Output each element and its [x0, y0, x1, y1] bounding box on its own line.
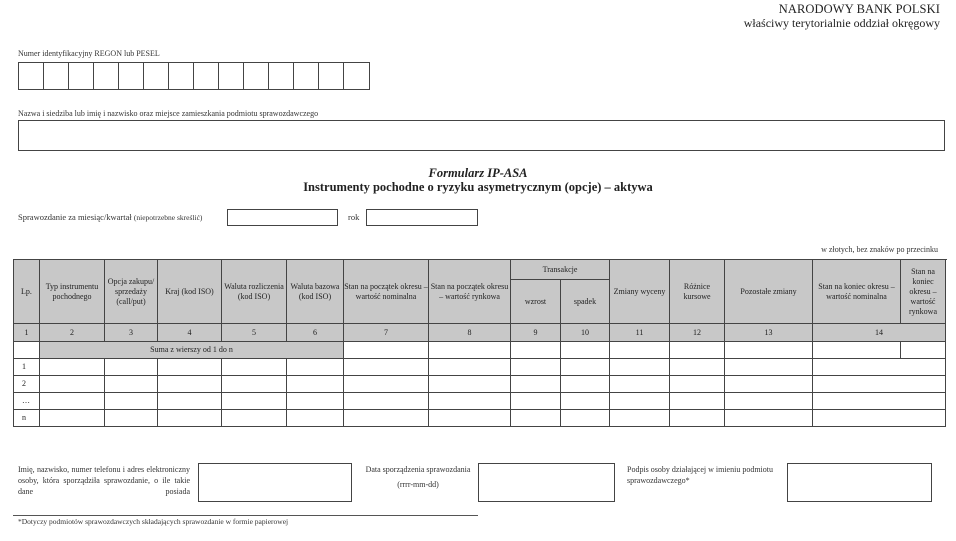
date-label-wrap: [362, 464, 474, 490]
regon-digit-cell[interactable]: [294, 63, 319, 89]
period-label-wrap: [18, 212, 202, 222]
column-numbers-row: [14, 324, 946, 342]
contact-label: Imię, nazwisko, numer telefonu i adres elektroniczny osoby, która sporządziła sprawozdanie, o ile takie dane posiada: [18, 465, 190, 496]
table-cell[interactable]: [725, 359, 813, 376]
regon-digit-cell[interactable]: [269, 63, 294, 89]
regon-digit-cell[interactable]: [19, 63, 44, 89]
table-cell[interactable]: [561, 342, 610, 359]
period-month-field[interactable]: [227, 209, 338, 226]
regon-digit-cell[interactable]: [144, 63, 169, 89]
table-cell[interactable]: [725, 393, 813, 410]
table-cell[interactable]: [429, 393, 511, 410]
regon-digit-cell[interactable]: [219, 63, 244, 89]
table-row: [14, 359, 946, 376]
table-cell[interactable]: [511, 376, 561, 393]
table-cell[interactable]: [40, 359, 105, 376]
column-number: 5: [222, 324, 287, 342]
table-cell[interactable]: [511, 359, 561, 376]
table-cell[interactable]: [222, 359, 287, 376]
table-cell[interactable]: [222, 393, 287, 410]
table-cell[interactable]: [429, 342, 511, 359]
table-cell[interactable]: [105, 410, 158, 427]
table-row: [14, 393, 946, 410]
column-number: 1: [14, 324, 40, 342]
table-cell[interactable]: [725, 410, 813, 427]
date-label: Data sporządzenia sprawozdania: [365, 465, 471, 474]
entity-label: Nazwa i siedziba lub imię i nazwisko oraz miejsce zamieszkania podmiotu sprawozdawczego: [18, 109, 319, 118]
period-note: (niepotrzebne skreślić): [133, 213, 203, 222]
row-number: 2: [14, 376, 40, 393]
column-number: 3: [105, 324, 158, 342]
table-cell[interactable]: [287, 393, 344, 410]
signature-label: Podpis osoby działającej w imieniu podmiotu sprawozdawczego*: [627, 465, 773, 485]
col-start-market: Stan na początek okresu – wartość rynkowa: [429, 260, 511, 324]
table-cell[interactable]: [610, 376, 670, 393]
table-cell[interactable]: [561, 376, 610, 393]
col-settlement-currency: Waluta rozliczenia (kod ISO): [222, 260, 287, 324]
table-cell[interactable]: [344, 376, 429, 393]
table-cell[interactable]: [610, 342, 670, 359]
table-cell[interactable]: [670, 393, 725, 410]
column-number: 10: [561, 324, 610, 342]
table-cell[interactable]: [40, 410, 105, 427]
bank-name: NARODOWY BANK POLSKI: [778, 2, 940, 16]
col-other-changes: Pozostałe zmiany: [725, 260, 813, 324]
table-cell[interactable]: [670, 342, 725, 359]
col-end-nominal: Stan na koniec okresu – wartość nominalna: [813, 260, 901, 324]
col-end-market: Stan na koniec okresu – wartość rynkowa: [901, 260, 946, 324]
table-cell[interactable]: [40, 393, 105, 410]
form-subtitle: Instrumenty pochodne o ryzyku asymetrycznym (opcje) – aktywa: [303, 180, 653, 194]
period-year-field[interactable]: [366, 209, 478, 226]
signature-field[interactable]: [787, 463, 932, 502]
col-call-put: Opcja zakupu/ sprzedaży (call/put): [105, 260, 158, 324]
col-increase: wzrost: [511, 280, 561, 324]
col-instrument-type: Typ instrumentu pochodnego: [40, 260, 105, 324]
table-row: [14, 410, 946, 427]
row-number: n: [14, 410, 40, 427]
row-number: 1: [14, 359, 40, 376]
col-transactions: Transakcje: [511, 260, 610, 280]
table-cell[interactable]: [287, 410, 344, 427]
column-number: 14: [813, 324, 946, 342]
row-number: …: [14, 393, 40, 410]
contact-field[interactable]: [198, 463, 352, 502]
table-cell[interactable]: [344, 342, 429, 359]
entity-name-field[interactable]: [18, 120, 945, 151]
period-label: Sprawozdanie za miesiąc/kwartał: [18, 212, 132, 222]
column-number: 8: [429, 324, 511, 342]
table-cell[interactable]: [287, 376, 344, 393]
table-cell[interactable]: [725, 342, 813, 359]
regon-digit-cell[interactable]: [319, 63, 344, 89]
bank-header: [744, 2, 940, 30]
table-cell[interactable]: [287, 359, 344, 376]
column-number: 13: [725, 324, 813, 342]
table-cell[interactable]: [344, 393, 429, 410]
table-cell[interactable]: [158, 393, 222, 410]
column-number: 11: [610, 324, 670, 342]
table-cell[interactable]: [610, 410, 670, 427]
table-cell[interactable]: [813, 359, 946, 376]
table-cell[interactable]: [670, 359, 725, 376]
sum-row: [14, 342, 946, 359]
col-fx-differences: Różnice kursowe: [670, 260, 725, 324]
table-cell[interactable]: [610, 393, 670, 410]
col-base-currency: Waluta bazowa (kod ISO): [287, 260, 344, 324]
year-label: rok: [348, 212, 360, 222]
table-cell[interactable]: [344, 359, 429, 376]
date-format: (rrrr-mm-dd): [397, 480, 439, 489]
table-cell[interactable]: [158, 376, 222, 393]
table-cell[interactable]: [105, 376, 158, 393]
column-number: 2: [40, 324, 105, 342]
regon-digit-cell[interactable]: [44, 63, 69, 89]
table-cell[interactable]: [158, 359, 222, 376]
column-number: 12: [670, 324, 725, 342]
table-cell[interactable]: [610, 359, 670, 376]
footnote-divider: [13, 515, 478, 516]
sum-label: Suma z wierszy od 1 do n: [40, 342, 344, 359]
table-cell[interactable]: [670, 410, 725, 427]
table-cell[interactable]: [105, 393, 158, 410]
table-header-row: [14, 260, 946, 280]
col-country: Kraj (kod ISO): [158, 260, 222, 324]
table-cell[interactable]: [511, 342, 561, 359]
bank-branch: właściwy terytorialnie oddział okręgowy: [743, 16, 940, 30]
form-title-block: [0, 166, 956, 194]
table-cell[interactable]: [670, 376, 725, 393]
table-cell[interactable]: [222, 376, 287, 393]
regon-digit-cell[interactable]: [344, 63, 369, 89]
table-cell[interactable]: [40, 376, 105, 393]
column-number: 7: [344, 324, 429, 342]
table-cell[interactable]: [105, 359, 158, 376]
table-cell[interactable]: [429, 376, 511, 393]
table-cell[interactable]: [813, 410, 946, 427]
date-field[interactable]: [478, 463, 615, 502]
table-cell[interactable]: [561, 359, 610, 376]
table-cell[interactable]: [344, 410, 429, 427]
regon-digit-cell[interactable]: [169, 63, 194, 89]
table-cell[interactable]: [511, 393, 561, 410]
table-cell[interactable]: [813, 393, 946, 410]
sum-lp-cell: [14, 342, 40, 359]
table-cell[interactable]: [222, 410, 287, 427]
column-number: 4: [158, 324, 222, 342]
table-cell[interactable]: [813, 376, 946, 393]
regon-digit-cell[interactable]: [244, 63, 269, 89]
table-cell[interactable]: [561, 410, 610, 427]
table-cell[interactable]: [561, 393, 610, 410]
col-decrease: spadek: [561, 280, 610, 324]
regon-label: Numer identyfikacyjny REGON lub PESEL: [18, 49, 160, 58]
regon-input-grid[interactable]: [18, 62, 370, 90]
table-cell[interactable]: [511, 410, 561, 427]
table-row: [14, 376, 946, 393]
regon-digit-cell[interactable]: [94, 63, 119, 89]
column-number: 6: [287, 324, 344, 342]
units-note: w złotych, bez znaków po przecinku: [821, 245, 938, 254]
table-cell[interactable]: [429, 410, 511, 427]
table-cell[interactable]: [725, 376, 813, 393]
regon-digit-cell[interactable]: [119, 63, 144, 89]
derivatives-table: [13, 259, 946, 427]
footnote: *Dotyczy podmiotów sprawozdawczych składających sprawozdanie w formie papierowej: [18, 517, 289, 526]
table-cell[interactable]: [429, 359, 511, 376]
table-cell[interactable]: [813, 342, 901, 359]
regon-digit-cell[interactable]: [69, 63, 94, 89]
col-start-nominal: Stan na początek okresu – wartość nominalna: [344, 260, 429, 324]
table-cell[interactable]: [901, 342, 946, 359]
form-title: Formularz IP-ASA: [428, 166, 528, 180]
regon-digit-cell[interactable]: [194, 63, 219, 89]
col-lp: Lp.: [14, 260, 40, 324]
column-number: 9: [511, 324, 561, 342]
col-valuation-changes: Zmiany wyceny: [610, 260, 670, 324]
table-cell[interactable]: [158, 410, 222, 427]
